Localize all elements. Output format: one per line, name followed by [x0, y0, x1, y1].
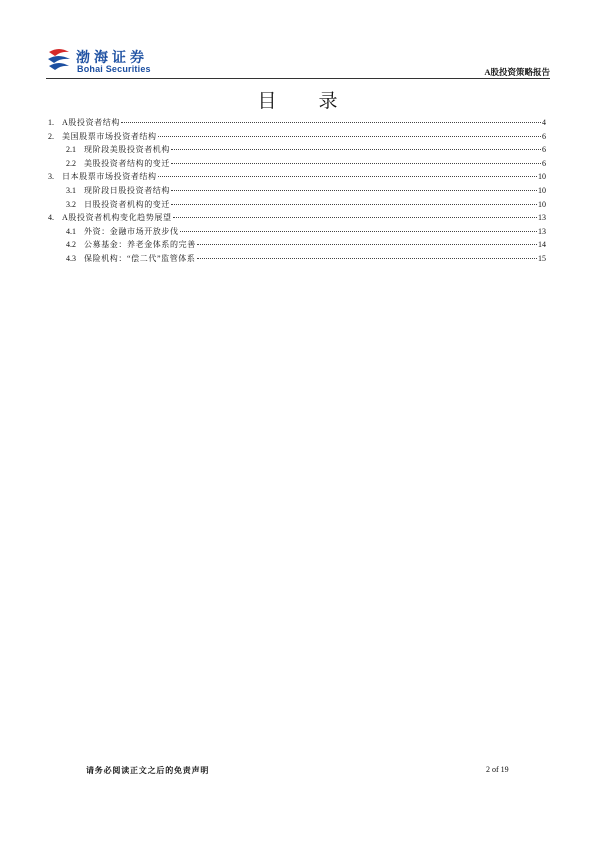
toc-entry-title: 保险机构：“偿二代”监管体系: [84, 253, 196, 263]
toc-entry[interactable]: [48, 238, 546, 252]
toc-dot-leader: [158, 136, 541, 137]
toc-entry[interactable]: [48, 116, 546, 130]
toc-entry[interactable]: [48, 252, 546, 266]
toc-dot-leader: [171, 204, 537, 205]
toc-entry-title: 日股投资者机构的变迁: [84, 199, 170, 209]
header-divider: [46, 78, 550, 79]
toc-entry-number: 4.2: [66, 240, 76, 250]
logo-english-name: Bohai Securities: [77, 64, 151, 74]
toc-entry-page: 6: [542, 131, 546, 141]
report-type-label: A股投资策略报告: [484, 67, 550, 77]
toc-entry-title: A股投资者结构: [62, 118, 120, 127]
bohai-logo: [46, 44, 176, 78]
toc-dot-leader: [158, 176, 537, 177]
toc-entry-title: A股投资者机构变化趋势展望: [62, 213, 172, 223]
toc-entry[interactable]: [48, 170, 546, 184]
page-indicator: 2 of 19: [486, 765, 509, 774]
toc-entry-title: 现阶段美股投资者机构: [84, 145, 170, 155]
toc-dot-leader: [180, 231, 537, 232]
toc-entry-page: 6: [542, 145, 546, 155]
toc-entry[interactable]: [48, 198, 546, 212]
toc-dot-leader: [197, 258, 537, 259]
bohai-logo-icon: [46, 46, 72, 74]
toc-entry-page: 6: [542, 158, 546, 168]
footer-disclaimer: 请务必阅读正文之后的免责声明: [86, 766, 210, 775]
toc-entry-title: 美国股票市场投资者结构: [62, 131, 157, 141]
logo-chinese-name: 渤海证券: [76, 50, 148, 66]
toc-entry-page: 10: [538, 199, 546, 209]
toc-entry-title: 日本股票市场投资者结构: [62, 172, 157, 182]
table-of-contents: [48, 116, 546, 266]
toc-entry-page: 13: [538, 226, 546, 236]
toc-entry[interactable]: [48, 225, 546, 239]
toc-dot-leader: [171, 163, 541, 164]
toc-entry-title: 外资：金融市场开放步伐: [84, 226, 179, 236]
toc-entry-page: 4: [542, 118, 546, 127]
toc-entry[interactable]: [48, 184, 546, 198]
toc-entry-number: 3.1: [66, 185, 76, 195]
toc-entry-number: 4.: [48, 213, 54, 223]
page-header: [46, 44, 550, 82]
toc-entry-number: 2.1: [66, 145, 76, 155]
toc-entry-number: 3.: [48, 172, 54, 182]
toc-entry-page: 15: [538, 253, 546, 263]
toc-dot-leader: [197, 244, 537, 245]
toc-entry-number: 2.2: [66, 158, 76, 168]
toc-dot-leader: [121, 122, 541, 123]
toc-entry-page: 14: [538, 240, 546, 250]
toc-dot-leader: [171, 190, 537, 191]
toc-dot-leader: [171, 149, 541, 150]
toc-entry-number: 4.1: [66, 226, 76, 236]
toc-entry-number: 2.: [48, 131, 54, 141]
toc-entry[interactable]: [48, 157, 546, 171]
toc-entry[interactable]: [48, 211, 546, 225]
toc-entry[interactable]: [48, 143, 546, 157]
toc-title: 目 录: [257, 90, 356, 112]
toc-entry-number: 1.: [48, 118, 54, 127]
toc-entry-page: 13: [538, 213, 546, 223]
toc-entry-page: 10: [538, 185, 546, 195]
toc-entry-title: 公募基金：养老金体系的完善: [84, 240, 196, 250]
toc-entry-number: 3.2: [66, 199, 76, 209]
toc-entry-title: 现阶段日股投资者结构: [84, 185, 170, 195]
toc-dot-leader: [173, 217, 537, 218]
toc-entry-number: 4.3: [66, 253, 76, 263]
toc-entry-page: 10: [538, 172, 546, 182]
toc-entry[interactable]: [48, 130, 546, 144]
toc-entry-title: 美股投资者结构的变迁: [84, 158, 170, 168]
